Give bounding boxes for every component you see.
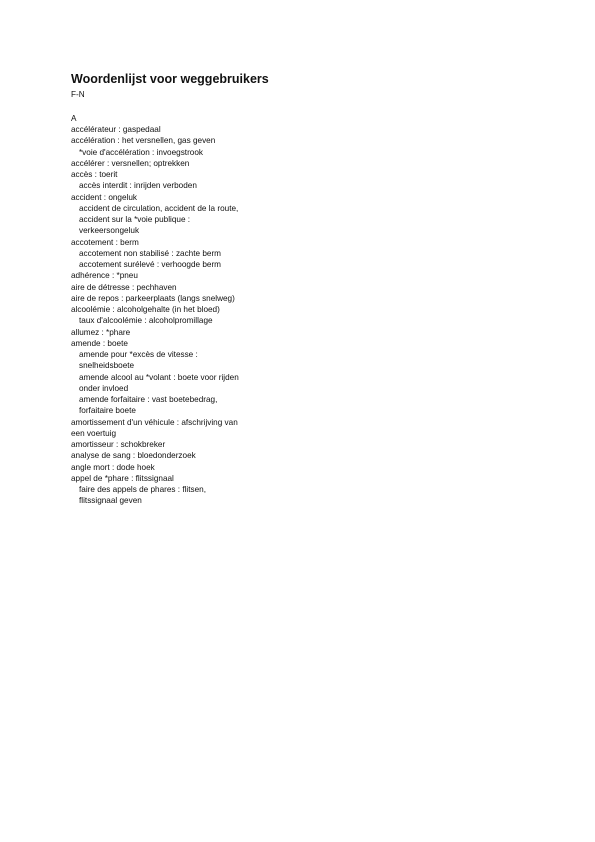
glossary-entry-line: angle mort : dode hoek [71,462,155,472]
glossary-subentry-line: faire des appels de phares : flitsen, [79,485,206,494]
glossary-entry-line: een voertuig [71,428,117,438]
section-letter: A [71,114,77,123]
document-page [71,72,301,507]
glossary-entry-line: amende : boete [71,338,128,348]
glossary-subentry-line: accotement surélevé : verhoogde berm [79,260,221,269]
glossary-subentry-line: amende alcool au *volant : boete voor rijden [79,372,239,382]
glossary-entry-line: alcoolémie : alcoholgehalte (in het bloed) [71,305,220,314]
glossary-subentry-line: amende pour *excès de vitesse : [79,350,198,359]
glossary-subentry-line: onder invloed [79,383,129,393]
glossary-entry-line: accès : toerit [71,170,118,179]
document-title: Woordenlijst voor weggebruikers [71,72,269,86]
glossary-subentry-line: accès interdit : inrijden verboden [79,181,197,191]
glossary-subentry-line: accident de circulation, accident de la route, [79,203,239,213]
glossary-subentry-line: *voie d'accélération : invoegstrook [79,147,203,157]
glossary-entry-line: accélérateur : gaspedaal [71,125,161,134]
glossary-subentry-line: snelheidsboete [79,361,135,371]
glossary-entry-line: appel de *phare : flitssignaal [71,473,174,483]
glossary-entry-line: adhérence : *pneu [71,271,138,281]
glossary-subentry-line: forfaitaire boete [79,406,136,416]
glossary-subentry-line: taux d'alcoolémie : alcoholpromillage [79,316,213,326]
glossary-subentry-line: flitssignaal geven [79,496,142,506]
glossary-entry-line: analyse de sang : bloedonderzoek [71,451,196,461]
glossary-subentry-line: amende forfaitaire : vast boetebedrag, [79,395,218,404]
glossary-entry-line: accident : ongeluk [71,192,137,202]
glossary-entry-line: accotement : berm [71,237,139,247]
glossary-entry-line: accélérer : versnellen; optrekken [71,158,190,168]
glossary-subentry-line: verkeersongeluk [79,226,140,236]
glossary-entry-line: amortisseur : schokbreker [71,440,166,449]
glossary-entry-line: amortissement d'un véhicule : afschrijving van [71,417,238,427]
glossary-subentry-line: accident sur la *voie publique : [79,215,191,224]
glossary-subentry-line: accotement non stabilisé : zachte berm [79,248,221,258]
glossary-entry-line: accélération : het versnellen, gas geven [71,136,216,146]
glossary-entry-line: aire de repos : parkeerplaats (langs snelweg) [71,293,235,303]
glossary-entry-line: allumez : *phare [71,327,131,337]
glossary-entries [71,124,301,507]
document-subtitle: F-N [71,90,85,99]
glossary-entry-line: aire de détresse : pechhaven [71,282,177,292]
